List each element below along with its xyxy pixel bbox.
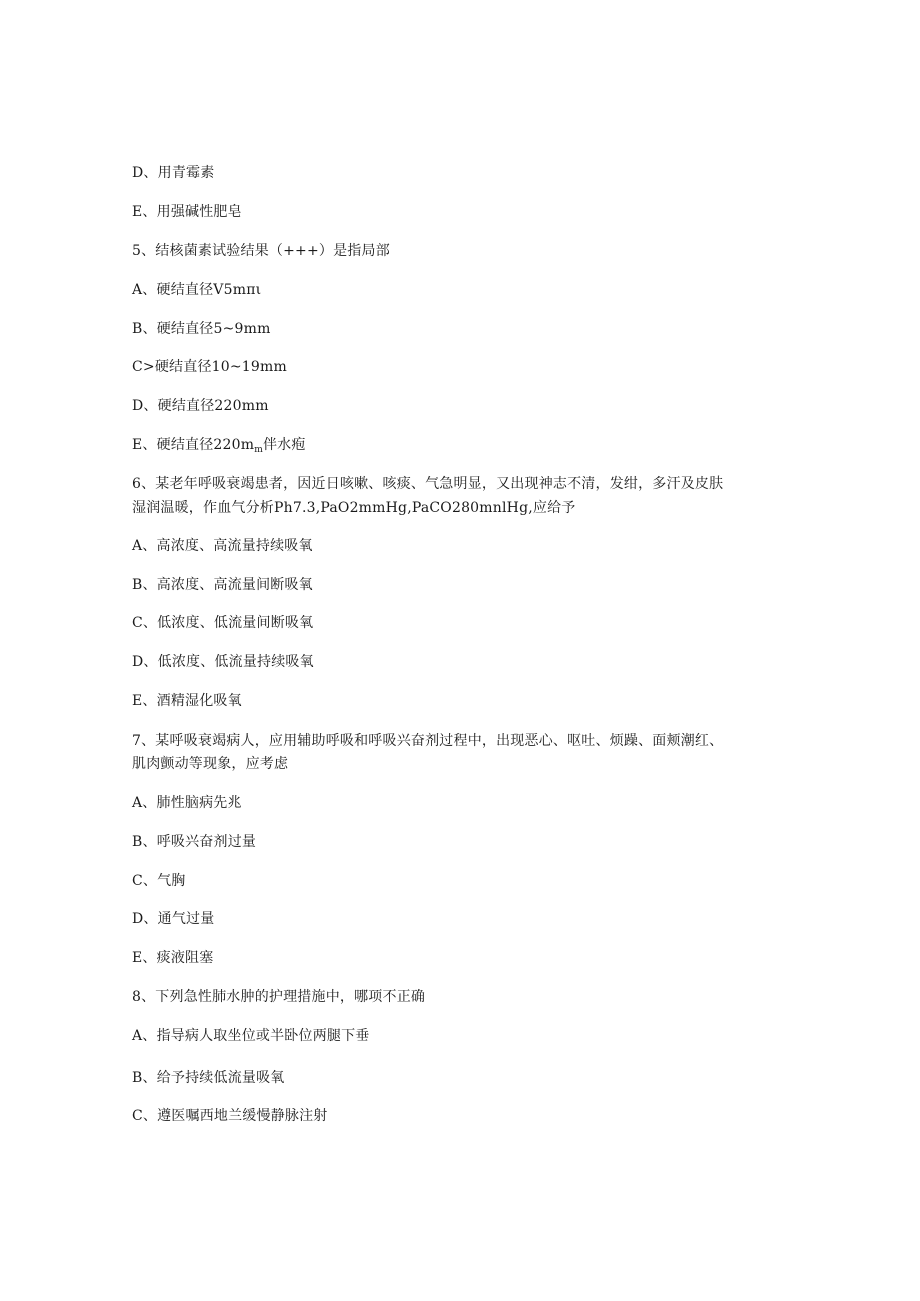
option-d-q6: D、低浓度、低流量持续吸氧 [132,654,314,670]
option-e-q5-tail: 伴水疱 [262,437,306,453]
option-d-q7: D、通气过量 [132,911,215,927]
question-7-line-2: 肌肉颤动等现象，应考虑 [132,756,289,772]
option-c-q6: C、低浓度、低流量间断吸氧 [132,615,314,631]
question-8: 8、下列急性肺水肿的护理措施中，哪项不正确 [132,989,426,1005]
option-a-q7: A、肺性脑病先兆 [132,795,242,811]
option-b-q7: B、呼吸兴奋剂过量 [132,834,257,850]
option-e-q5-text: E、硬结直径220m [132,437,255,453]
question-6-line-1: 6、某老年呼吸衰竭患者，因近日咳嗽、咳痰、气急明显，又出现神志不清，发绀，多汗及皮肤 [132,476,724,492]
option-e-q7: E、痰液阻塞 [132,950,214,966]
question-5: 5、结核菌素试验结果（+++）是指局部 [132,243,390,259]
option-e-q6: E、酒精湿化吸氧 [132,693,242,709]
option-e-q5 [132,434,306,461]
option-b-q6: B、高浓度、高流量间断吸氧 [132,577,313,593]
option-a-q6: A、高浓度、高流量持续吸氧 [132,538,313,554]
option-e-q5-subscript: m [254,445,263,455]
option-c-q5: C>硬结直径10~19mm [132,359,287,375]
option-d-q5: D、硬结直径220mm [132,398,269,414]
option-a-q8: A、指导病人取坐位或半卧位两腿下垂 [132,1028,370,1044]
option-c-q8: C、遵医嘱西地兰缓慢静脉注射 [132,1108,328,1124]
option-b-q8: B、给予持续低流量吸氧 [132,1070,285,1086]
question-6-line-2: 湿润温暖，作血气分析Ph7.3,PaO2mmHg,PaCO280mnlHg,应给予 [132,500,576,516]
option-e-q4: E、用强碱性肥皂 [132,204,242,220]
option-a-q5: A、硬结直径V5mπι [132,282,262,298]
option-d-q4: D、用青霉素 [132,165,215,181]
question-7-line-1: 7、某呼吸衰竭病人，应用辅助呼吸和呼吸兴奋剂过程中，出现恶心、呕吐、烦躁、面颊潮红、 [132,733,724,749]
option-c-q7: C、气胸 [132,873,186,889]
option-b-q5: B、硬结直径5~9mm [132,321,271,337]
